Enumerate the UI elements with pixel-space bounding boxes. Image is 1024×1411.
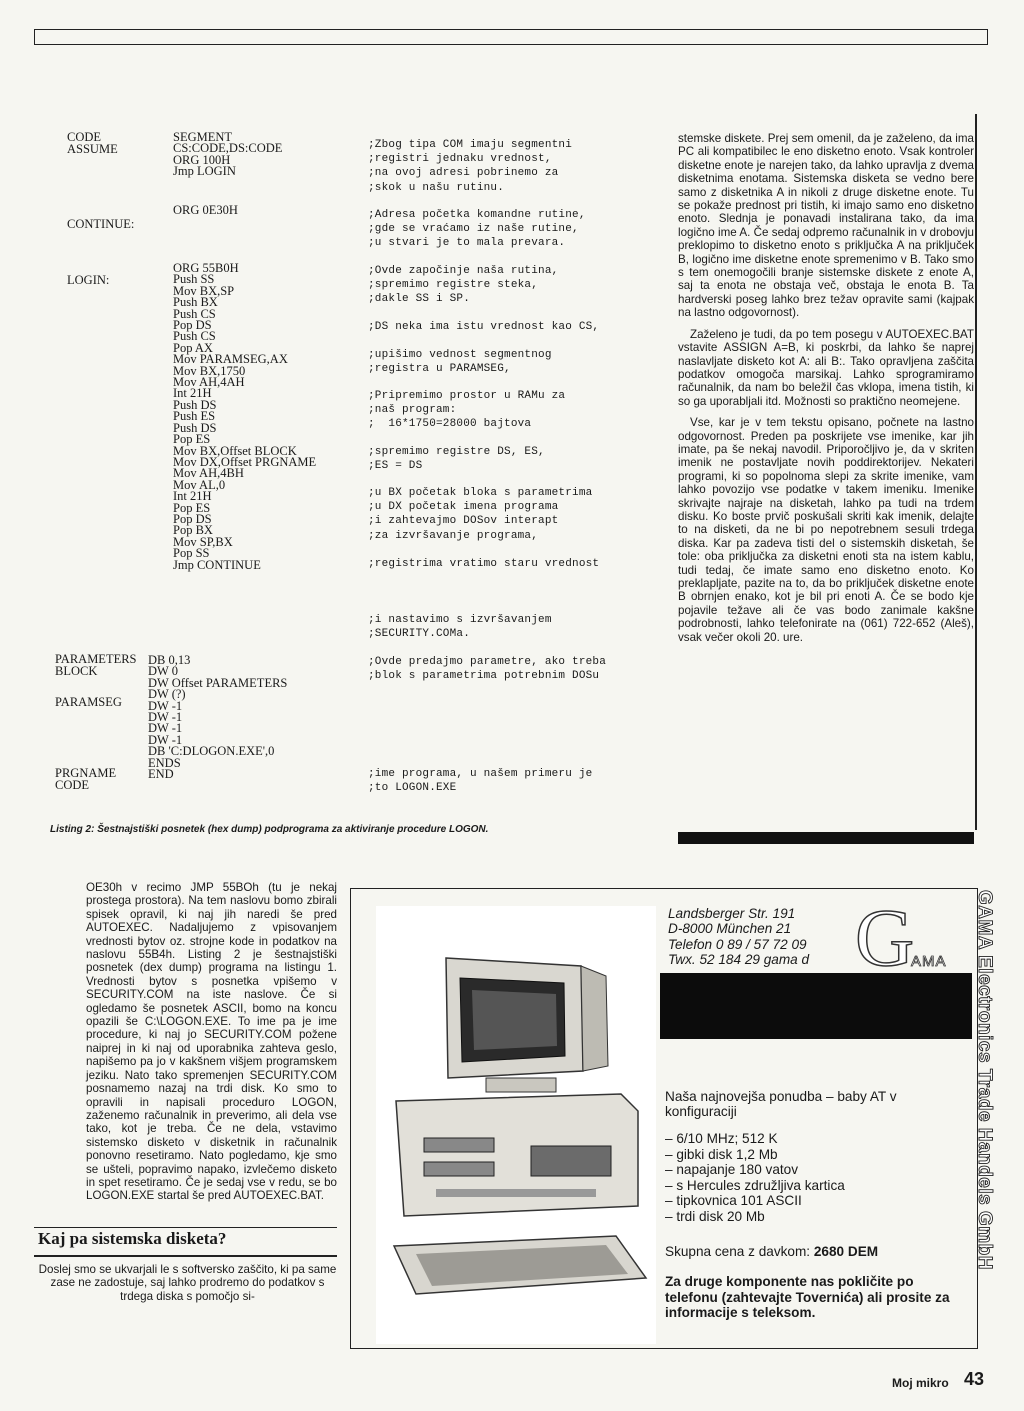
gama-logo — [849, 892, 971, 983]
spec-item: – trdi disk 20 Mb — [665, 1208, 765, 1224]
address-line: Telefon 0 89 / 57 72 09 — [668, 936, 807, 952]
comment-8: ;u BX početak bloka s parametrima ;u DX početak imena programa ;i zahtevajmo DOSov interapt ;za izvršavanje programa, — [368, 487, 593, 542]
label-assume: ASSUME — [67, 142, 118, 156]
logo-letter: G — [855, 892, 915, 983]
paragraph: OE30h v recimo JMP 55BOh (tu je nekaj prostega prostora). Na tem naslovu bomo zbirali spisek opravil, ki naj jih naredi še pred AUTOEXEC. Nadaljujemo z vpisovanjem vrednosti bytov oz. strojne kode in podatkov na naslovu 55B4h. Listing 2 je šestnajstiški posnetek (dex dump) programa na listingu 1. Vrednosti bytov s posnetka vpišemo v SECURITY.COM na iste naslove. Če si ogledamo še posnetek ASCII, bomo na koncu opazili še C:\LOGON.EXE. To ime pa je ime procedure, ki naj jo SECURITY.COM požene naiprej in ki naj od uporabnika zahteva geslo, napišemo pa jo v kakšnem višjem programskem jeziku. Nato tako spremenjen SECURITY.COM posnamemo nazaj na trdi disk. Ko smo to opravili in napisali proceduro LOGON, zaženemo računalnik in preverimo, ali dela vse tako, kot je treba. Če ne dela, vstavimo sistemsko disketo v disketnik in računalnik ponovno resetiramo. Nato pogledamo, kje smo se ušteli, popravimo napako, izvlečemo disketo in spet resetiramo. Če je sedaj vse v redu, se bo LOGON.EXE startal še pred AUTOEXEC.BAT. — [86, 881, 337, 1203]
computer-illustration — [376, 906, 656, 1344]
price-value: 2680 DEM — [813, 1244, 879, 1259]
comment-2: ;Adresa početka komandne rutine, ;gde se vraćamo iz naše rutine, ;u stvari je to mala prevara. — [368, 209, 586, 250]
front-panel-strip — [436, 1189, 596, 1197]
call-to-action: Za druge komponente nas pokličite po telefonu (zahtevajte Tovernića) ali prosite za informacije s teleksom. — [665, 1274, 950, 1321]
drive-bay — [531, 1146, 611, 1176]
comment-5: ;upišimo vednost segmentnog ;registra u PARAMSEG, — [368, 349, 552, 376]
company-name-vertical — [973, 890, 995, 1330]
lower-paragraph — [38, 1263, 337, 1311]
comment-1: ;Zbog tipa COM imaju segmentni ;registri jednaku vrednost, ;na ovoj adresi pobrinemo za ;skok u našu rutinu. — [368, 139, 573, 194]
company-address — [668, 906, 809, 968]
code-block-data: DB 0,13 DW 0 DW Offset PARAMETERS DW (?) DW -1 DW -1 DW -1 DW -1 DB 'C:DLOGON.EXE',0 ENDS END — [148, 653, 288, 782]
paragraph: Doslej smo se ukvarjali le s softversko zaščito, ki pa same zase ne zadostuje, saj lahko prodremo do podatkov s trdega diska s pomočjo si- — [38, 1263, 337, 1303]
address-line: Twx. 52 184 29 gama d — [668, 952, 810, 968]
page-number: 43 — [964, 1369, 985, 1389]
label-paramseg: PARAMSEG — [55, 695, 122, 709]
subhead-rule-top — [34, 1227, 337, 1228]
advertisement-black-band — [660, 973, 972, 1039]
comment-9: ;registrima vratimo staru vrednost — [368, 558, 600, 570]
spec-list — [665, 1131, 845, 1225]
code-block-login: ORG 55B0H Push SS Mov BX,SP Push BX Push CS Pop DS Push CS Pop AX Mov PARAMSEG,AX Mov BX,1750 Mov AH,4AH Int 21H Push DS Push ES Push DS Pop ES Mov BX,Offset BLOCK Mov DX,Offset PRGNAME Mov AH,4BH Mov AL,0 Int 21H Pop ES Pop DS Pop BX Mov SP,BX Pop SS Jmp CONTINUE — [173, 261, 317, 572]
section-heading: Kaj pa sistemska disketa? — [38, 1229, 227, 1248]
code-block-header: SEGMENT CS:CODE,DS:CODE ORG 100H Jmp LOGIN — [173, 130, 283, 179]
label-prgname: PRGNAME — [55, 766, 117, 780]
drive-slot-2 — [424, 1162, 494, 1176]
price-line — [665, 1244, 878, 1259]
offer-text: Naša najnovejša ponudba – baby AT v konfiguraciji — [665, 1089, 897, 1120]
spec-item: – gibki disk 1,2 Mb — [665, 1146, 778, 1162]
vertical-label: GAMA Electronics Trade Handels GmbH — [974, 890, 995, 1270]
spec-item: – tipkovnica 101 ASCII — [665, 1193, 802, 1209]
magazine-name: Moj mikro — [892, 1376, 949, 1390]
label-block: BLOCK — [55, 664, 98, 678]
label-continue: CONTINUE: — [67, 217, 135, 231]
address-line: Landsberger Str. 191 — [668, 906, 796, 921]
paragraph: Zaželeno je tudi, da po tem posegu v AUTOEXEC.BAT vstavite ASSIGN A=B, ki poskrbi, da lahko še naprej naslavljate disketo kot A: ali B:. Tako opravljena zaščita podatkov omogoča marsikaj. Lahko sprogramiramo računalnik, da nam bo beležil čas vklopa, imena tistih, ki so ga uporabljali itd. Možnosti so praktično neomejene. — [678, 327, 974, 408]
paragraph: Vse, kar je v tem tekstu opisano, počnete na lastno odgovornost. Preden pa poskrijete vse imenike, kar jih imate, pa še nekaj navodil. Priporočljivo je, da v skriten imenik ne postavljate novih poddirektorijev. Nekateri programi, ki so popolnoma slepi za skrite imenike, vam lahko povozijo vse podatke v takem imeniku. Imenike skrivajte najraje na disketah, lahko pa tudi na trdem disku. Ko boste prvič poskušali skriti kak imenik, delajte to na disketi, da ne bi po nepotrebnem sesuli trdega diska. Kar pa zadeva tisti del o sistemskih disketah, še tole: oba priključka za disketni enoti sta na istem kablu, tudi tedaj, če imate samo eno disketno enoto. Ko preklapljate, pazite na to, da bo priključek disketne enote B obrnjen enako, kot je bil pri enoti A. Če se bodo kje pojavile težave ali če vas bodo zanimale kakšne podrobnosti, lahko telefonirate na (061) 722-652 (Aleš), vsak večer okoli 20. ure. — [678, 416, 974, 644]
price-label: Skupna cena z davkom: — [665, 1244, 814, 1259]
address-line: D-8000 München 21 — [668, 921, 792, 937]
comment-4: ;DS neka ima istu vrednost kao CS, — [368, 321, 600, 333]
label-code-end: CODE — [55, 778, 90, 792]
spec-item: – s Hercules združljiva kartica — [665, 1177, 845, 1193]
section-rule — [678, 832, 974, 844]
right-column-text — [678, 132, 974, 652]
comment-11: ;Ovde predajmo parametre, ako treba ;blok s parametrima potrebnim DOSu — [368, 656, 607, 683]
listing-caption: Listing 2: Šestnajstiški posnetek (hex dump) podprograma za aktiviranje procedure LOGON. — [50, 824, 489, 835]
monitor-side — [581, 966, 608, 1071]
left-column-text — [86, 881, 337, 1211]
label-parameters: PARAMETERS — [55, 652, 137, 666]
subhead-rule-bottom — [34, 1255, 337, 1257]
comment-7: ;spremimo registre DS, ES, ;ES = DS — [368, 446, 545, 473]
comment-6: ;Pripremimo prostor u RAMu za ;naš program: ; 16*1750=28000 bajtova — [368, 390, 566, 431]
spec-item: – 6/10 MHz; 512 K — [665, 1131, 778, 1146]
code-block-continue: ORG 0E30H — [173, 203, 238, 217]
label-login: LOGIN: — [67, 273, 110, 287]
paragraph: stemske diskete. Prej sem omenil, da je zaželeno, da ima PC ali kompatibilec le eno disketno enoto. Vsak kontroler disketne enote je narejen tako, da lahko upravlja z dvema disketnima enotama. Sistemska disketa se vedno bere samo z disketnika A in nikoli z druge disketne enote. Tu se pokaže prednost pri tistih, ki imajo samo eno disketno enoto. Slednja je ponavadi instalirana tako, da ima logično ime A. Če sedaj odpremo računalnik in v drobovju preklopimo to disketno enoto s priključka A na priključek B, logično ime disketne enote spremenimo v B. Tako smo s tem onemogočili branje sistemske diskete z enote A, saj ta enota ne obstaja več, obstaja le enota B. Ta hardverski poseg lahko brez težav opravite sami (kajpak na lastno odgovornost). — [678, 132, 974, 320]
comment-3: ;Ovde započinje naša rutina, ;spremimo registre steka, ;dakle SS i SP. — [368, 265, 559, 306]
spec-item: – napajanje 180 vatov — [665, 1162, 799, 1178]
comment-10: ;i nastavimo s izvršavanjem ;SECURITY.COMa. — [368, 614, 552, 641]
column-rule — [975, 114, 977, 830]
label-code: CODE — [67, 130, 102, 144]
code-listing — [50, 114, 664, 814]
screen-glare — [472, 990, 557, 1050]
drive-slot-1 — [424, 1138, 494, 1152]
monitor-stand — [486, 1078, 556, 1092]
top-frame-bar — [34, 29, 988, 45]
comment-12: ;ime programa, u našem primeru je ;to LOGON.EXE — [368, 768, 593, 795]
logo-word: AMA — [911, 953, 947, 970]
